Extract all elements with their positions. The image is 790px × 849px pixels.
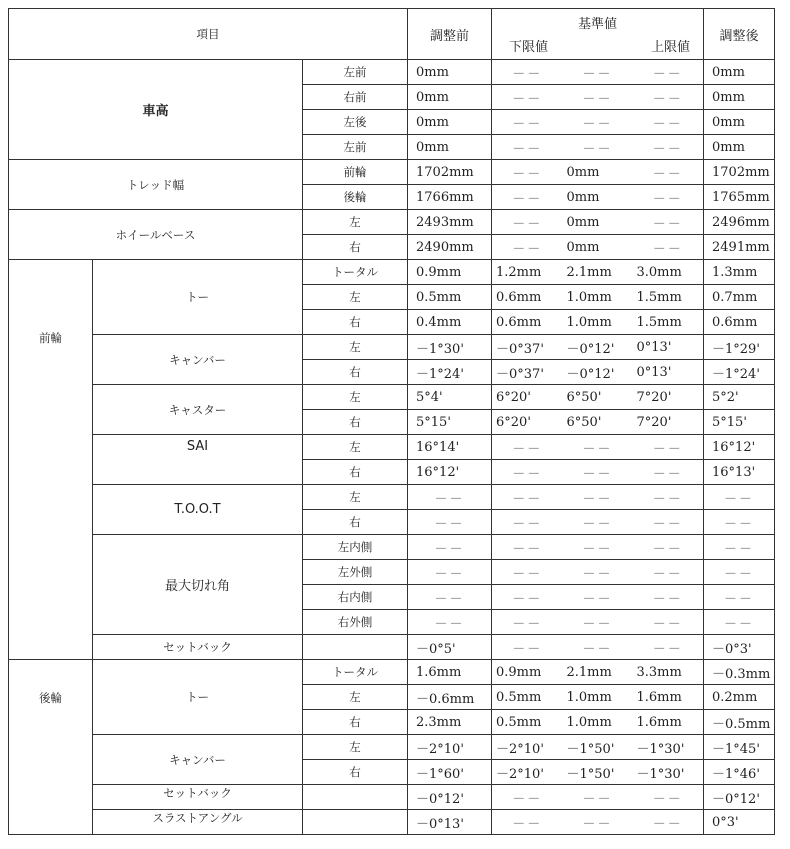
val-before: 1766mm (408, 185, 492, 210)
val-after: 2496mm (704, 210, 775, 235)
val-standard: －－ (563, 610, 633, 635)
header-after: 調整後 (704, 9, 775, 60)
val-standard: 0mm (563, 235, 633, 260)
val-after: －1°45' (704, 735, 775, 760)
val-before: 0mm (408, 110, 492, 135)
val-after: －0.3mm (704, 660, 775, 685)
val-before: －－ (408, 560, 492, 585)
val-after: 16°13' (704, 460, 775, 485)
row-sub-label: 左 (303, 335, 408, 360)
val-before: 0.4mm (408, 310, 492, 335)
alignment-sheet (8, 8, 775, 835)
rear-camber: キャンバー (93, 735, 303, 785)
front-camber: キャンバー (93, 335, 303, 385)
val-after: 0°3' (704, 810, 775, 835)
row-sub-label: 右内側 (303, 585, 408, 610)
table-row (9, 785, 775, 810)
val-after: 0mm (704, 60, 775, 85)
val-upper: 1.6mm (633, 685, 704, 710)
val-lower: －－ (492, 435, 563, 460)
val-after: 0mm (704, 85, 775, 110)
val-standard: －－ (563, 60, 633, 85)
table-row (9, 210, 775, 235)
val-standard: 0mm (563, 160, 633, 185)
val-lower: 0.5mm (492, 685, 563, 710)
val-before: －1°60' (408, 760, 492, 785)
section-rear: 後輪 (9, 660, 93, 835)
front-toe: トー (93, 260, 303, 335)
val-after: －0.5mm (704, 710, 775, 735)
val-lower: －－ (492, 610, 563, 635)
val-lower: －－ (492, 535, 563, 560)
val-after: 0mm (704, 135, 775, 160)
row-sub-label: 左 (303, 285, 408, 310)
val-upper: －－ (633, 485, 704, 510)
val-lower: 6°20' (492, 410, 563, 435)
val-upper: －－ (633, 635, 704, 660)
val-before: －－ (408, 535, 492, 560)
val-before: 0.9mm (408, 260, 492, 285)
val-standard: －－ (563, 535, 633, 560)
row-sub-label: 左前 (303, 135, 408, 160)
front-caster: キャスター (93, 385, 303, 435)
val-standard: －－ (563, 135, 633, 160)
row-sub-label: 左後 (303, 110, 408, 135)
val-lower: －2°10' (492, 760, 563, 785)
val-after: －－ (704, 610, 775, 635)
val-upper: －－ (633, 210, 704, 235)
val-lower: －－ (492, 510, 563, 535)
val-standard: －－ (563, 560, 633, 585)
val-lower: －0°37' (492, 360, 563, 385)
val-lower: －－ (492, 85, 563, 110)
row-sub-label: 右 (303, 710, 408, 735)
val-after: 0mm (704, 110, 775, 135)
rear-thrust: スラストアングル (93, 810, 303, 835)
row-sub-label: 右 (303, 310, 408, 335)
row-sub-label: 右 (303, 510, 408, 535)
val-upper: －－ (633, 535, 704, 560)
val-lower: 0.9mm (492, 660, 563, 685)
val-upper: 7°20' (633, 410, 704, 435)
val-after: －0°12' (704, 785, 775, 810)
row-sub-label: 左 (303, 210, 408, 235)
row-sub-label: 右 (303, 410, 408, 435)
val-standard: －0°12' (563, 360, 633, 385)
row-sub-label: 右外側 (303, 610, 408, 635)
val-before: 0.5mm (408, 285, 492, 310)
val-upper: －－ (633, 810, 704, 835)
table-row (9, 435, 775, 460)
val-standard: 6°50' (563, 385, 633, 410)
val-upper: －－ (633, 110, 704, 135)
val-upper: －－ (633, 435, 704, 460)
val-upper: －－ (633, 85, 704, 110)
val-lower: －－ (492, 185, 563, 210)
val-standard: 1.0mm (563, 685, 633, 710)
val-lower: －－ (492, 585, 563, 610)
val-upper: 0°13' (633, 360, 704, 385)
val-before: －－ (408, 610, 492, 635)
val-before: －2°10' (408, 735, 492, 760)
rear-setback: セットバック (93, 785, 303, 810)
val-lower: 0.6mm (492, 285, 563, 310)
val-before: 16°14' (408, 435, 492, 460)
val-lower: －－ (492, 785, 563, 810)
val-standard: －0°12' (563, 335, 633, 360)
val-lower: －－ (492, 485, 563, 510)
val-lower: 0.5mm (492, 710, 563, 735)
val-lower: －－ (492, 635, 563, 660)
val-standard: －1°50' (563, 735, 633, 760)
val-upper: 3.0mm (633, 260, 704, 285)
val-lower: －－ (492, 460, 563, 485)
val-upper: 7°20' (633, 385, 704, 410)
val-standard: －－ (563, 810, 633, 835)
val-upper: －－ (633, 160, 704, 185)
val-lower: －－ (492, 560, 563, 585)
val-before: －0°13' (408, 810, 492, 835)
table-row (9, 535, 775, 560)
row-sub-label (303, 635, 408, 660)
row-sub-label: 右 (303, 235, 408, 260)
val-before: 2490mm (408, 235, 492, 260)
header-standard-label: 基準値 (577, 17, 617, 32)
val-after: 16°12' (704, 435, 775, 460)
header-limits (495, 36, 700, 55)
val-upper: 3.3mm (633, 660, 704, 685)
val-standard: 1.0mm (563, 285, 633, 310)
front-toot: T.O.O.T (93, 485, 303, 535)
val-standard: 1.0mm (563, 710, 633, 735)
row-sub-label: 左前 (303, 60, 408, 85)
front-setback: セットバック (93, 635, 303, 660)
val-after: 0.7mm (704, 285, 775, 310)
val-before: －1°30' (408, 335, 492, 360)
row-sub-label: トータル (303, 260, 408, 285)
header-standard (492, 9, 704, 60)
section-wheelbase: ホイールベース (9, 210, 303, 260)
val-upper: 0°13' (633, 335, 704, 360)
val-lower: －－ (492, 60, 563, 85)
val-before: 2.3mm (408, 710, 492, 735)
val-upper: 1.5mm (633, 310, 704, 335)
val-upper: －－ (633, 510, 704, 535)
val-after: －0°3' (704, 635, 775, 660)
val-lower: －－ (492, 235, 563, 260)
val-standard: 2.1mm (563, 260, 633, 285)
row-sub-label: 右前 (303, 85, 408, 110)
val-standard: －－ (563, 435, 633, 460)
table-row (9, 60, 775, 85)
val-upper: －－ (633, 235, 704, 260)
val-lower: －0°37' (492, 335, 563, 360)
val-after: －1°29' (704, 335, 775, 360)
val-after: 1765mm (704, 185, 775, 210)
val-after: 5°2' (704, 385, 775, 410)
table-row (9, 160, 775, 185)
val-upper: －－ (633, 185, 704, 210)
row-sub-label: 左 (303, 435, 408, 460)
row-sub-label: 左 (303, 485, 408, 510)
section-front: 前輪 (9, 260, 93, 660)
val-after: －－ (704, 510, 775, 535)
section-ride-height: 車高 (9, 60, 303, 160)
row-sub-label (303, 785, 408, 810)
row-sub-label: トータル (303, 660, 408, 685)
val-before: 5°15' (408, 410, 492, 435)
val-standard: 2.1mm (563, 660, 633, 685)
val-standard: －－ (563, 110, 633, 135)
table-row (9, 260, 775, 285)
table-row (9, 660, 775, 685)
table-row (9, 735, 775, 760)
val-lower: －－ (492, 110, 563, 135)
val-lower: －2°10' (492, 735, 563, 760)
val-upper: －1°30' (633, 735, 704, 760)
val-after: 2491mm (704, 235, 775, 260)
val-after: －－ (704, 535, 775, 560)
val-standard: 0mm (563, 185, 633, 210)
val-after: －1°46' (704, 760, 775, 785)
row-sub-label: 左 (303, 735, 408, 760)
val-before: 1702mm (408, 160, 492, 185)
header-item: 項目 (9, 9, 408, 60)
front-max-angle: 最大切れ角 (93, 535, 303, 635)
val-lower: 6°20' (492, 385, 563, 410)
val-standard: 0mm (563, 210, 633, 235)
row-sub-label (303, 810, 408, 835)
row-sub-label: 左 (303, 385, 408, 410)
table-row (9, 810, 775, 835)
val-after: －－ (704, 560, 775, 585)
row-sub-label: 前輪 (303, 160, 408, 185)
val-before: 5°4' (408, 385, 492, 410)
val-before: 0mm (408, 135, 492, 160)
row-sub-label: 左 (303, 685, 408, 710)
val-lower: －－ (492, 810, 563, 835)
val-lower: 0.6mm (492, 310, 563, 335)
val-before: －0°5' (408, 635, 492, 660)
val-upper: －－ (633, 610, 704, 635)
val-upper: 1.6mm (633, 710, 704, 735)
val-standard: 6°50' (563, 410, 633, 435)
row-sub-label: 右 (303, 760, 408, 785)
section-tread: トレッド幅 (9, 160, 303, 210)
val-after: －－ (704, 585, 775, 610)
val-after: 1702mm (704, 160, 775, 185)
row-sub-label: 左外側 (303, 560, 408, 585)
val-before: －－ (408, 585, 492, 610)
table-row (9, 335, 775, 360)
val-standard: －－ (563, 510, 633, 535)
val-lower: －－ (492, 160, 563, 185)
val-upper: －1°30' (633, 760, 704, 785)
val-standard: －－ (563, 85, 633, 110)
val-before: 2493mm (408, 210, 492, 235)
val-standard: －－ (563, 585, 633, 610)
val-before: －0.6mm (408, 685, 492, 710)
val-before: 0mm (408, 85, 492, 110)
val-lower: －－ (492, 135, 563, 160)
val-lower: 1.2mm (492, 260, 563, 285)
val-before: －1°24' (408, 360, 492, 385)
val-after: －－ (704, 485, 775, 510)
row-sub-label: 後輪 (303, 185, 408, 210)
val-before: －－ (408, 485, 492, 510)
val-standard: 1.0mm (563, 310, 633, 335)
val-standard: －－ (563, 485, 633, 510)
val-before: －0°12' (408, 785, 492, 810)
alignment-table (8, 8, 775, 835)
val-before: 1.6mm (408, 660, 492, 685)
val-before: －－ (408, 510, 492, 535)
rear-toe: トー (93, 660, 303, 735)
val-after: －1°24' (704, 360, 775, 385)
front-sai: SAI (93, 435, 303, 485)
val-upper: －－ (633, 785, 704, 810)
val-upper: －－ (633, 60, 704, 85)
table-row (9, 385, 775, 410)
val-upper: －－ (633, 560, 704, 585)
table-row (9, 485, 775, 510)
val-before: 16°12' (408, 460, 492, 485)
val-upper: －－ (633, 585, 704, 610)
table-row (9, 635, 775, 660)
val-standard: －1°50' (563, 760, 633, 785)
row-sub-label: 右 (303, 460, 408, 485)
val-standard: －－ (563, 635, 633, 660)
val-upper: －－ (633, 460, 704, 485)
header-lower: 下限値 (509, 40, 549, 55)
val-upper: －－ (633, 135, 704, 160)
row-sub-label: 左内側 (303, 535, 408, 560)
val-after: 1.3mm (704, 260, 775, 285)
header-upper: 上限値 (650, 40, 690, 55)
val-lower: －－ (492, 210, 563, 235)
header-before: 調整前 (408, 9, 492, 60)
val-after: 0.2mm (704, 685, 775, 710)
val-after: 0.6mm (704, 310, 775, 335)
header-row (9, 9, 775, 60)
val-after: 5°15' (704, 410, 775, 435)
val-before: 0mm (408, 60, 492, 85)
val-standard: －－ (563, 460, 633, 485)
val-standard: －－ (563, 785, 633, 810)
val-upper: 1.5mm (633, 285, 704, 310)
row-sub-label: 右 (303, 360, 408, 385)
